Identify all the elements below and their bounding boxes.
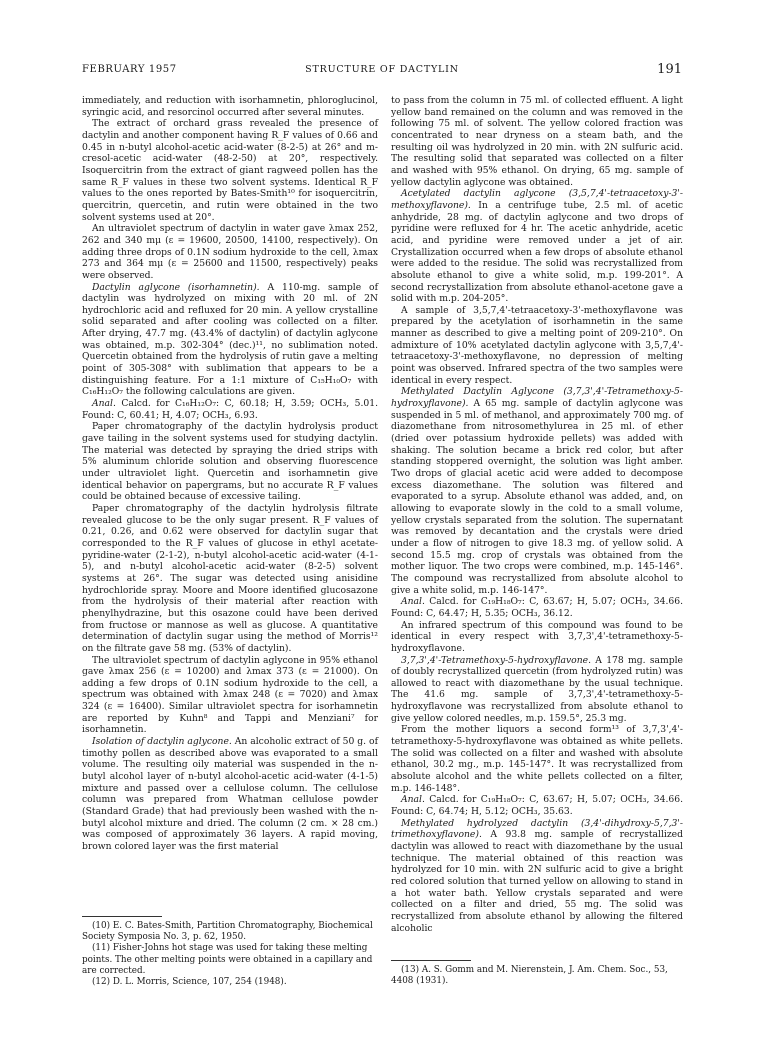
- right-column: [391, 95, 683, 934]
- paragraph-text: From the mother liquors a second form¹³ of 3,7,3',4'-tetramethoxy-5-hydroxyflavone was obtained as white pellets. The solid was collected on a filter and washed with absolute ethanol, 30.2 mg., m.p. 145-147°. It was recrystallized from absolute alcohol and the white pellets collected on a filter, m.p. 146-148°.: [391, 724, 683, 794]
- paragraph: [82, 503, 378, 655]
- paragraph: [82, 398, 378, 421]
- header-title: STRUCTURE OF DACTYLIN: [305, 64, 459, 75]
- paragraph-text: An alcoholic extract of 50 g. of timothy pollen as described above was evaporated to a small volume. The resulting oily material was suspended in the n-butyl alcohol layer of n-butyl alcohol-acetic acid-water (4-1-5) mixture and passed over a cellulose column. The cellulose column was prepared from Whatman cellulose powder (Standard Grade) that had previously been washed with the n-butyl alcohol mixture and dried. The column (2 cm. × 28 cm.) was composed of approximately 36 layers. A rapid moving, brown colored layer was the first material: [82, 736, 378, 852]
- paragraph-text: Calcd. for C₁₆H₁₂O₇: C, 60.18; H, 3.59; OCH₃, 5.01. Found: C, 60.41; H, 4.07; OCH₃, 6.93.: [82, 398, 378, 421]
- paragraph-text: to pass from the column in 75 ml. of collected effluent. A light yellow band remained on the column and was removed in the following 75 ml. of solvent. The yellow colored fraction was concentrated to near dryness on a steam bath, and the resulting oil was hydrolyzed in 20 min. with 2N sulfuric acid. The resulting solid that separated was collected on a filter and washed with 95% ethanol. On drying, 65 mg. sample of yellow dactylin aglycone was obtained.: [391, 95, 683, 188]
- paragraph: [82, 736, 378, 853]
- paragraph: [391, 620, 683, 655]
- paragraph-text: An infrared spectrum of this compound was found to be identical in every respect with 3,7,3',4'-tetramethoxy-5-hydroxyflavone.: [391, 619, 683, 654]
- running-header: [82, 64, 682, 82]
- paragraph-text: An ultraviolet spectrum of dactylin in water gave λmax 252, 262 and 340 mμ (ε = 19600, 20500, 14100, respectively). On adding three drops of 0.1N sodium hydroxide to the cell, λmax 273 and 364 mμ (ε = 25600 and 11500, respectively) peaks were observed.: [82, 223, 378, 281]
- paragraph-text: A 110-mg. sample of dactylin was hydrolyzed on mixing with 20 ml. of 2N hydrochloric acid and refluxed for 20 min. A yellow crystalline solid separated and after cooling was collected on a filter. After drying, 47.7 mg. (43.4% of dactylin) of dactylin aglycone was obtained, m.p. 302-304° (dec.)¹¹, no sublimation noted. Quercetin obtained from the hydrolysis of rutin gave a melting point of 305-308° with sublimation that appears to be a distinguishing feature. For a 1:1 mixture of C₁₅H₁₀O₇ with C₁₆H₁₂O₇ the following calculations are given.: [82, 281, 378, 398]
- paragraph-lead: Anal.: [401, 596, 425, 608]
- paragraph: [391, 655, 683, 725]
- paragraph-lead: Acetylated dactylin aglycone (3,5,7,4'-tetraacetoxy-3'-methoxyflavone).: [391, 188, 683, 211]
- paragraph-text: A 93.8 mg. sample of recrystallized dactylin was allowed to react with diazomethane by the usual technique. The material obtained of this reaction was hydrolyzed for 10 min. with 2N sulfuric acid to give a bright red colored solution that turned yellow on allowing to stand in a hot water bath. Yellow crystals separated and were collected on a filter and dried, 55 mg. The solid was recrystallized from absolute ethanol by allowing the filtered alcoholic: [391, 829, 683, 934]
- paragraph-lead: Dactylin aglycone (isorhamnetin).: [92, 281, 260, 293]
- footnote: (11) Fisher-Johns hot stage was used for taking these melting points. The other melting points were obtained in a capillary and are corrected.: [82, 943, 373, 976]
- paragraph-text: Calcd. for C₁₉H₁₈O₇: C, 63.67; H, 5.07; OCH₃, 34.66. Found: C, 64.47; H, 5.35; OCH₃, 36.12.: [391, 596, 683, 619]
- header-date: FEBRUARY 1957: [82, 64, 177, 75]
- paragraph: [82, 282, 378, 399]
- paragraph: [391, 818, 683, 935]
- paragraph: [82, 655, 378, 737]
- paragraph: [391, 386, 683, 596]
- paragraph-lead: Isolation of dactylin aglycone.: [92, 736, 232, 748]
- paragraph-text: Paper chromatography of the dactylin hydrolysis filtrate revealed glucose to be the only sugar present. R_F values of 0.21, 0.26, and 0.62 were observed for dactylin sugar that corresponded to the R_F values of glucose in ethyl acetate-pyridine-water (2-1-2), n-butyl alcohol-acetic acid-water (4-1-5), and n-butyl alcohol-acetic acid-water (8-2-5) solvent systems at 26°. The sugar was detected using anisidine hydrochloride spray. Moore and Moore identified glucosazone from the hydrolysis of their material after reaction with phenylhydrazine, but this osazone could have been derived from fructose or mannose as well as glucose. A quantitative determination of dactylin sugar using the method of Morris¹² on the filtrate gave 58 mg. (53% of dactylin).: [82, 502, 378, 654]
- right-footnotes: [391, 965, 683, 987]
- footnote-rule-left: [82, 916, 162, 917]
- paragraph: [82, 95, 378, 118]
- footnote-rule-right: [391, 960, 471, 961]
- paragraph: [391, 794, 683, 817]
- paragraph-text: The extract of orchard grass revealed the presence of dactylin and another component having R_F values of 0.66 and 0.45 in n-butyl alcohol-acetic acid-water (8-2-5) at 26° and m-cresol-acetic acid-water (48-2-50) at 20°, respectively. Isoquercitrin from the extract of giant ragweed pollen has the same R_F values in these two solvent systems. Identical R_F values to the ones reported by Bates-Smith¹⁰ for isoquercitrin, quercitrin, quercetin, and rutin were obtained in the two solvent systems used at 20°.: [82, 118, 378, 223]
- paragraph-text: Paper chromatography of the dactylin hydrolysis product gave tailing in the solvent systems used for studying dactylin. The material was detected by spraying the dried strips with 5% aluminum chloride solution and observing fluorescence under ultraviolet light. Quercetin and isorhamnetin give identical behavior on papergrams, but no accurate R_F values could be obtained because of excessive tailing.: [82, 421, 378, 503]
- left-footnotes: [82, 921, 378, 988]
- paragraph-text: Calcd. for C₁₉H₁₈O₇: C, 63.67; H, 5.07; OCH₃, 34.66. Found: C, 64.74; H, 5.12; OCH₃, 35.63.: [391, 794, 683, 818]
- footnote: (13) A. S. Gomm and M. Nierenstein, J. Am. Chem. Soc., 53, 4408 (1931).: [391, 965, 668, 987]
- page-number: 191: [657, 62, 682, 77]
- paragraph-lead: Anal.: [92, 398, 116, 410]
- paragraph-lead: Methylated Dactylin Aglycone (3,7,3',4'-Tetramethoxy-5-hydroxyflavone).: [391, 386, 683, 410]
- paragraph: [82, 118, 378, 223]
- paragraph: [82, 421, 378, 503]
- paragraph: [391, 305, 683, 387]
- paragraph-text: A sample of 3,5,7,4'-tetraacetoxy-3'-methoxyflavone was prepared by the acetylation of isorhamnetin in the same manner as described to give a melting point of 209-210°. On admixture of 10% acetylated dactylin aglycone with 3,5,7,4'-tetraacetoxy-3'-methoxyflavone, no depression of melting point was observed. Infrared spectra of the two samples were identical in every respect.: [391, 304, 683, 386]
- paragraph-text: A 65 mg. sample of dactylin aglycone was suspended in 5 ml. of methanol, and approximately 700 mg. of diazomethane from nitrosomethylurea in 25 ml. of ether (dried over potassium hydroxide pellets) was added with shaking. The solution became a brick red color, but after standing stoppered overnight, the solution was light amber. Two drops of glacial acetic acid were added to decompose excess diazomethane. The solution was filtered and evaporated to a syrup. Absolute ethanol was added, and, on allowing to evaporate slowly in the cold to a small volume, yellow crystals separated from the solution. The supernatant was removed by decantation and the crystals were dried under a flow of nitrogen to give 18.3 mg. of yellow solid. A second 15.5 mg. crop of crystals was obtained from the mother liquor. The two crops were combined, m.p. 145-146°. The compound was recrystallized from absolute alcohol to give a white solid, m.p. 146-147°.: [391, 398, 683, 596]
- footnote: (10) E. C. Bates-Smith, Partition Chromatography, Biochemical Society Symposia No. 3, p. 62, 1950.: [82, 921, 373, 943]
- paragraph-lead: 3,7,3',4'-Tetramethoxy-5-hydroxyflavone.: [401, 654, 591, 666]
- paragraph-text: A 178 mg. sample of doubly recrystallized quercetin (from hydrolyzed rutin) was allowed to react with diazomethane by the usual technique. The 41.6 mg. sample of 3,7,3',4'-tetramethoxy-5-hydroxyflavone was recrystallized from absolute ethanol to give yellow colored needles, m.p. 159.5°, 25.3 mg.: [391, 654, 683, 724]
- paragraph-lead: Methylated hydrolyzed dactylin (3,4'-dihydroxy-5,7,3'-trimethoxyflavone).: [391, 817, 683, 841]
- paragraph: [82, 223, 378, 281]
- paragraph: [391, 596, 683, 619]
- paragraph-text: immediately, and reduction with isorhamnetin, phloroglucinol, syringic acid, and resorcinol occurred after several minutes.: [82, 95, 378, 118]
- paragraph: [391, 724, 683, 794]
- paragraph-lead: Anal.: [401, 794, 425, 806]
- paragraph: [391, 95, 683, 188]
- paragraph-text: In a centrifuge tube, 2.5 ml. of acetic anhydride, 28 mg. of dactylin aglycone and two drops of pyridine were refluxed for 4 hr. The acetic anhydride, acetic acid, and pyridine were removed under a jet of air. Crystallization occurred when a few drops of absolute ethanol were added to the residue. The solid was recrystallized from absolute ethanol to give a white solid, m.p. 199-201°. A second recrystallization from absolute ethanol-acetone gave a solid with m.p. 204-205°.: [391, 199, 683, 305]
- footnote: (12) D. L. Morris, Science, 107, 254 (1948).: [92, 977, 287, 988]
- paragraph-text: The ultraviolet spectrum of dactylin aglycone in 95% ethanol gave λmax 256 (ε = 10200) and λmax 373 (ε = 21000). On adding a few drops of 0.1N sodium hydroxide to the cell, a spectrum was obtained with λmax 248 (ε = 7020) and λmax 324 (ε = 16400). Similar ultraviolet spectra for isorhamnetin are reported by Kuhn⁸ and Tappi and Menziani⁷ for isorhamnetin.: [82, 654, 378, 736]
- paragraph: [391, 188, 683, 305]
- left-column: [82, 95, 378, 853]
